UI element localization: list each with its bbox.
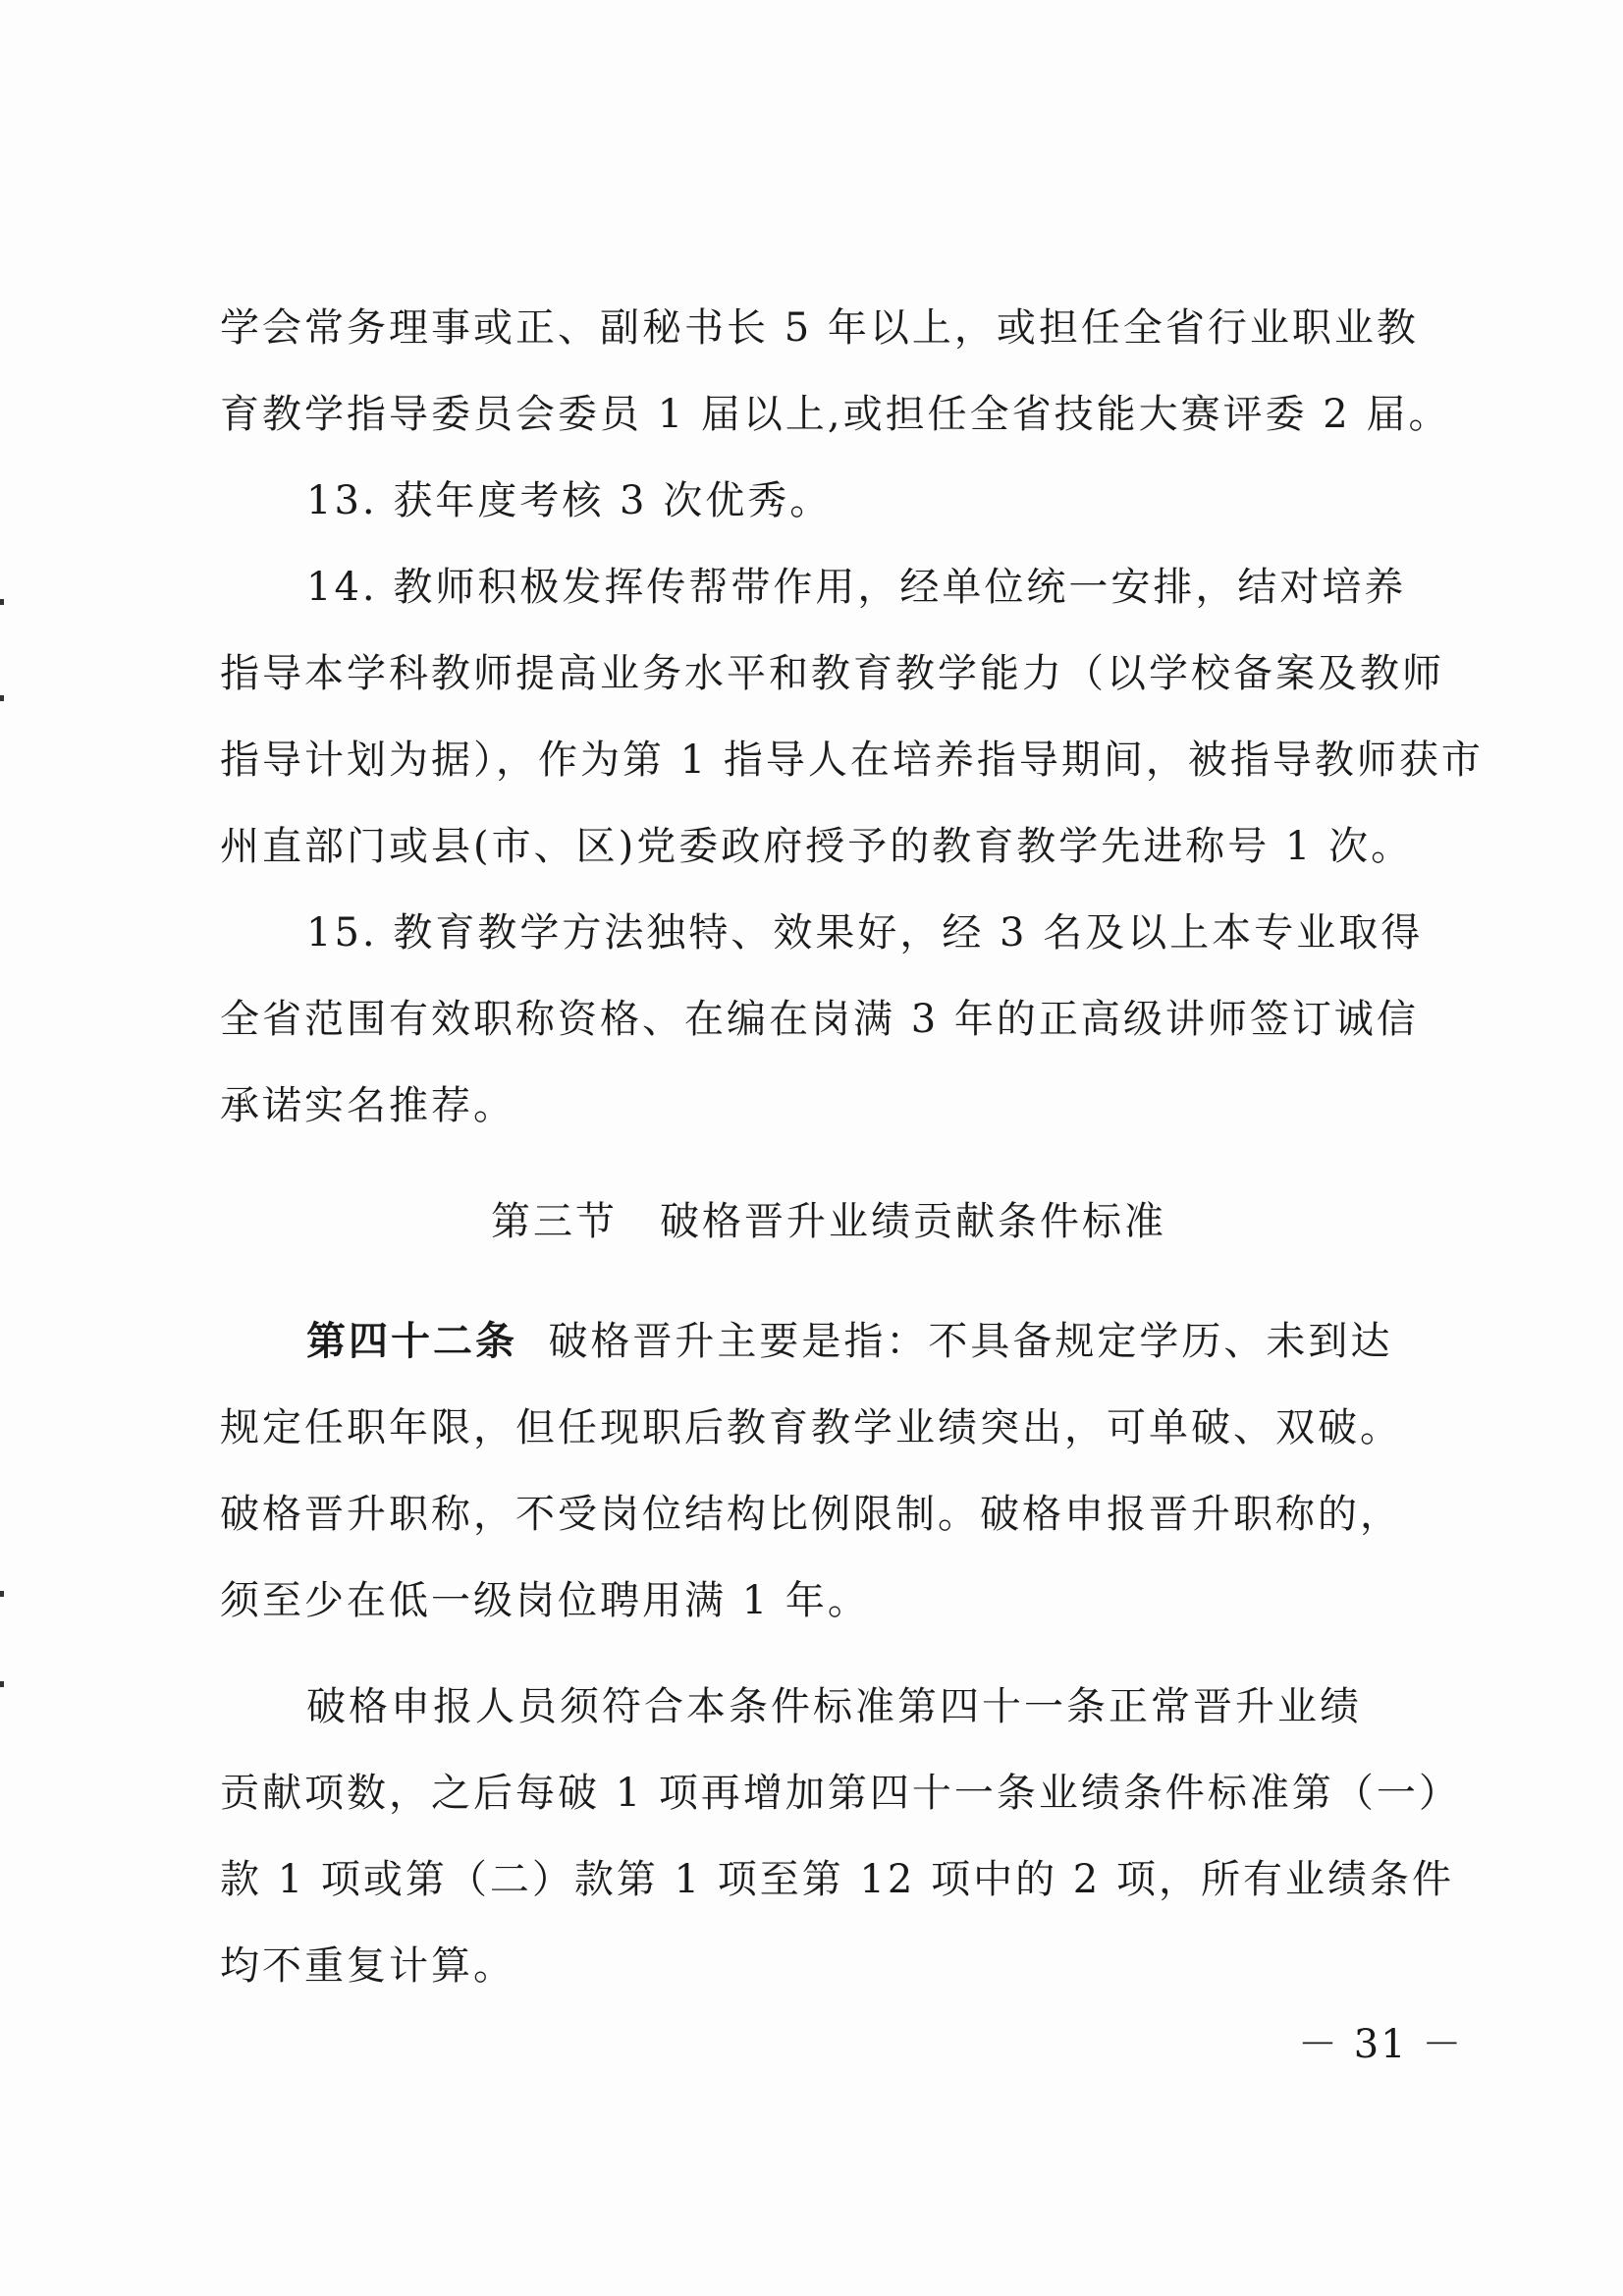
scan-edge-mark — [0, 599, 4, 605]
article-label: 第四十二条 — [306, 1318, 517, 1364]
text-line: 均不重复计算。 — [220, 1943, 515, 1989]
text-line: 款 1 项或第（二）款第 1 项至第 12 项中的 2 项，所有业绩条件 — [220, 1857, 1454, 1902]
text-line: 规定任职年限，但任现职后教育教学业绩突出，可单破、双破。 — [220, 1405, 1402, 1450]
text-line: 全省范围有效职称资格、在编在岗满 3 年的正高级讲师签订诚信 — [220, 997, 1419, 1042]
scan-edge-mark — [0, 1591, 4, 1597]
text-line: 破格晋升职称，不受岗位结构比例限制。破格申报晋升职称的， — [220, 1492, 1402, 1537]
text-line: 指导本学科教师提高业务水平和教育教学能力（以学校备案及教师 — [220, 651, 1444, 696]
text-line: 州直部门或县(市、区)党委政府授予的教育教学先进称号 1 次。 — [220, 824, 1414, 869]
scan-edge-mark — [0, 695, 4, 701]
text-line: 破格申报人员须符合本条件标准第四十一条正常晋升业绩 — [306, 1684, 1362, 1729]
section-heading: 第三节 破格晋升业绩贡献条件标准 — [491, 1199, 1166, 1244]
text-line: 育教学指导委员会委员 1 届以上,或担任全省技能大赛评委 2 届。 — [220, 392, 1451, 437]
text-line: 学会常务理事或正、副秘书长 5 年以上，或担任全省行业职业教 — [220, 305, 1419, 351]
article-first-line — [306, 1310, 1392, 1366]
text-line: 13. 获年度考核 3 次优秀。 — [306, 478, 833, 523]
scan-edge-mark — [0, 1681, 4, 1687]
text-line: 14. 教师积极发挥传帮带作用，经单位统一安排，结对培养 — [306, 565, 1407, 610]
text-line: 须至少在低一级岗位聘用满 1 年。 — [220, 1578, 870, 1623]
text-line: 承诺实名推荐。 — [220, 1083, 515, 1128]
page-number: － 31 － — [1298, 2022, 1464, 2067]
text-line: 破格晋升主要是指：不具备规定学历、未到达 — [548, 1319, 1393, 1364]
text-line: 贡献项数，之后每破 1 项再增加第四十一条业绩条件标准第（一） — [220, 1771, 1461, 1816]
text-line: 指导计划为据），作为第 1 指导人在培养指导期间，被指导教师获市 — [220, 738, 1484, 783]
article-spacer — [517, 1319, 548, 1364]
text-line: 15. 教育教学方法独特、效果好，经 3 名及以上本专业取得 — [306, 910, 1424, 956]
